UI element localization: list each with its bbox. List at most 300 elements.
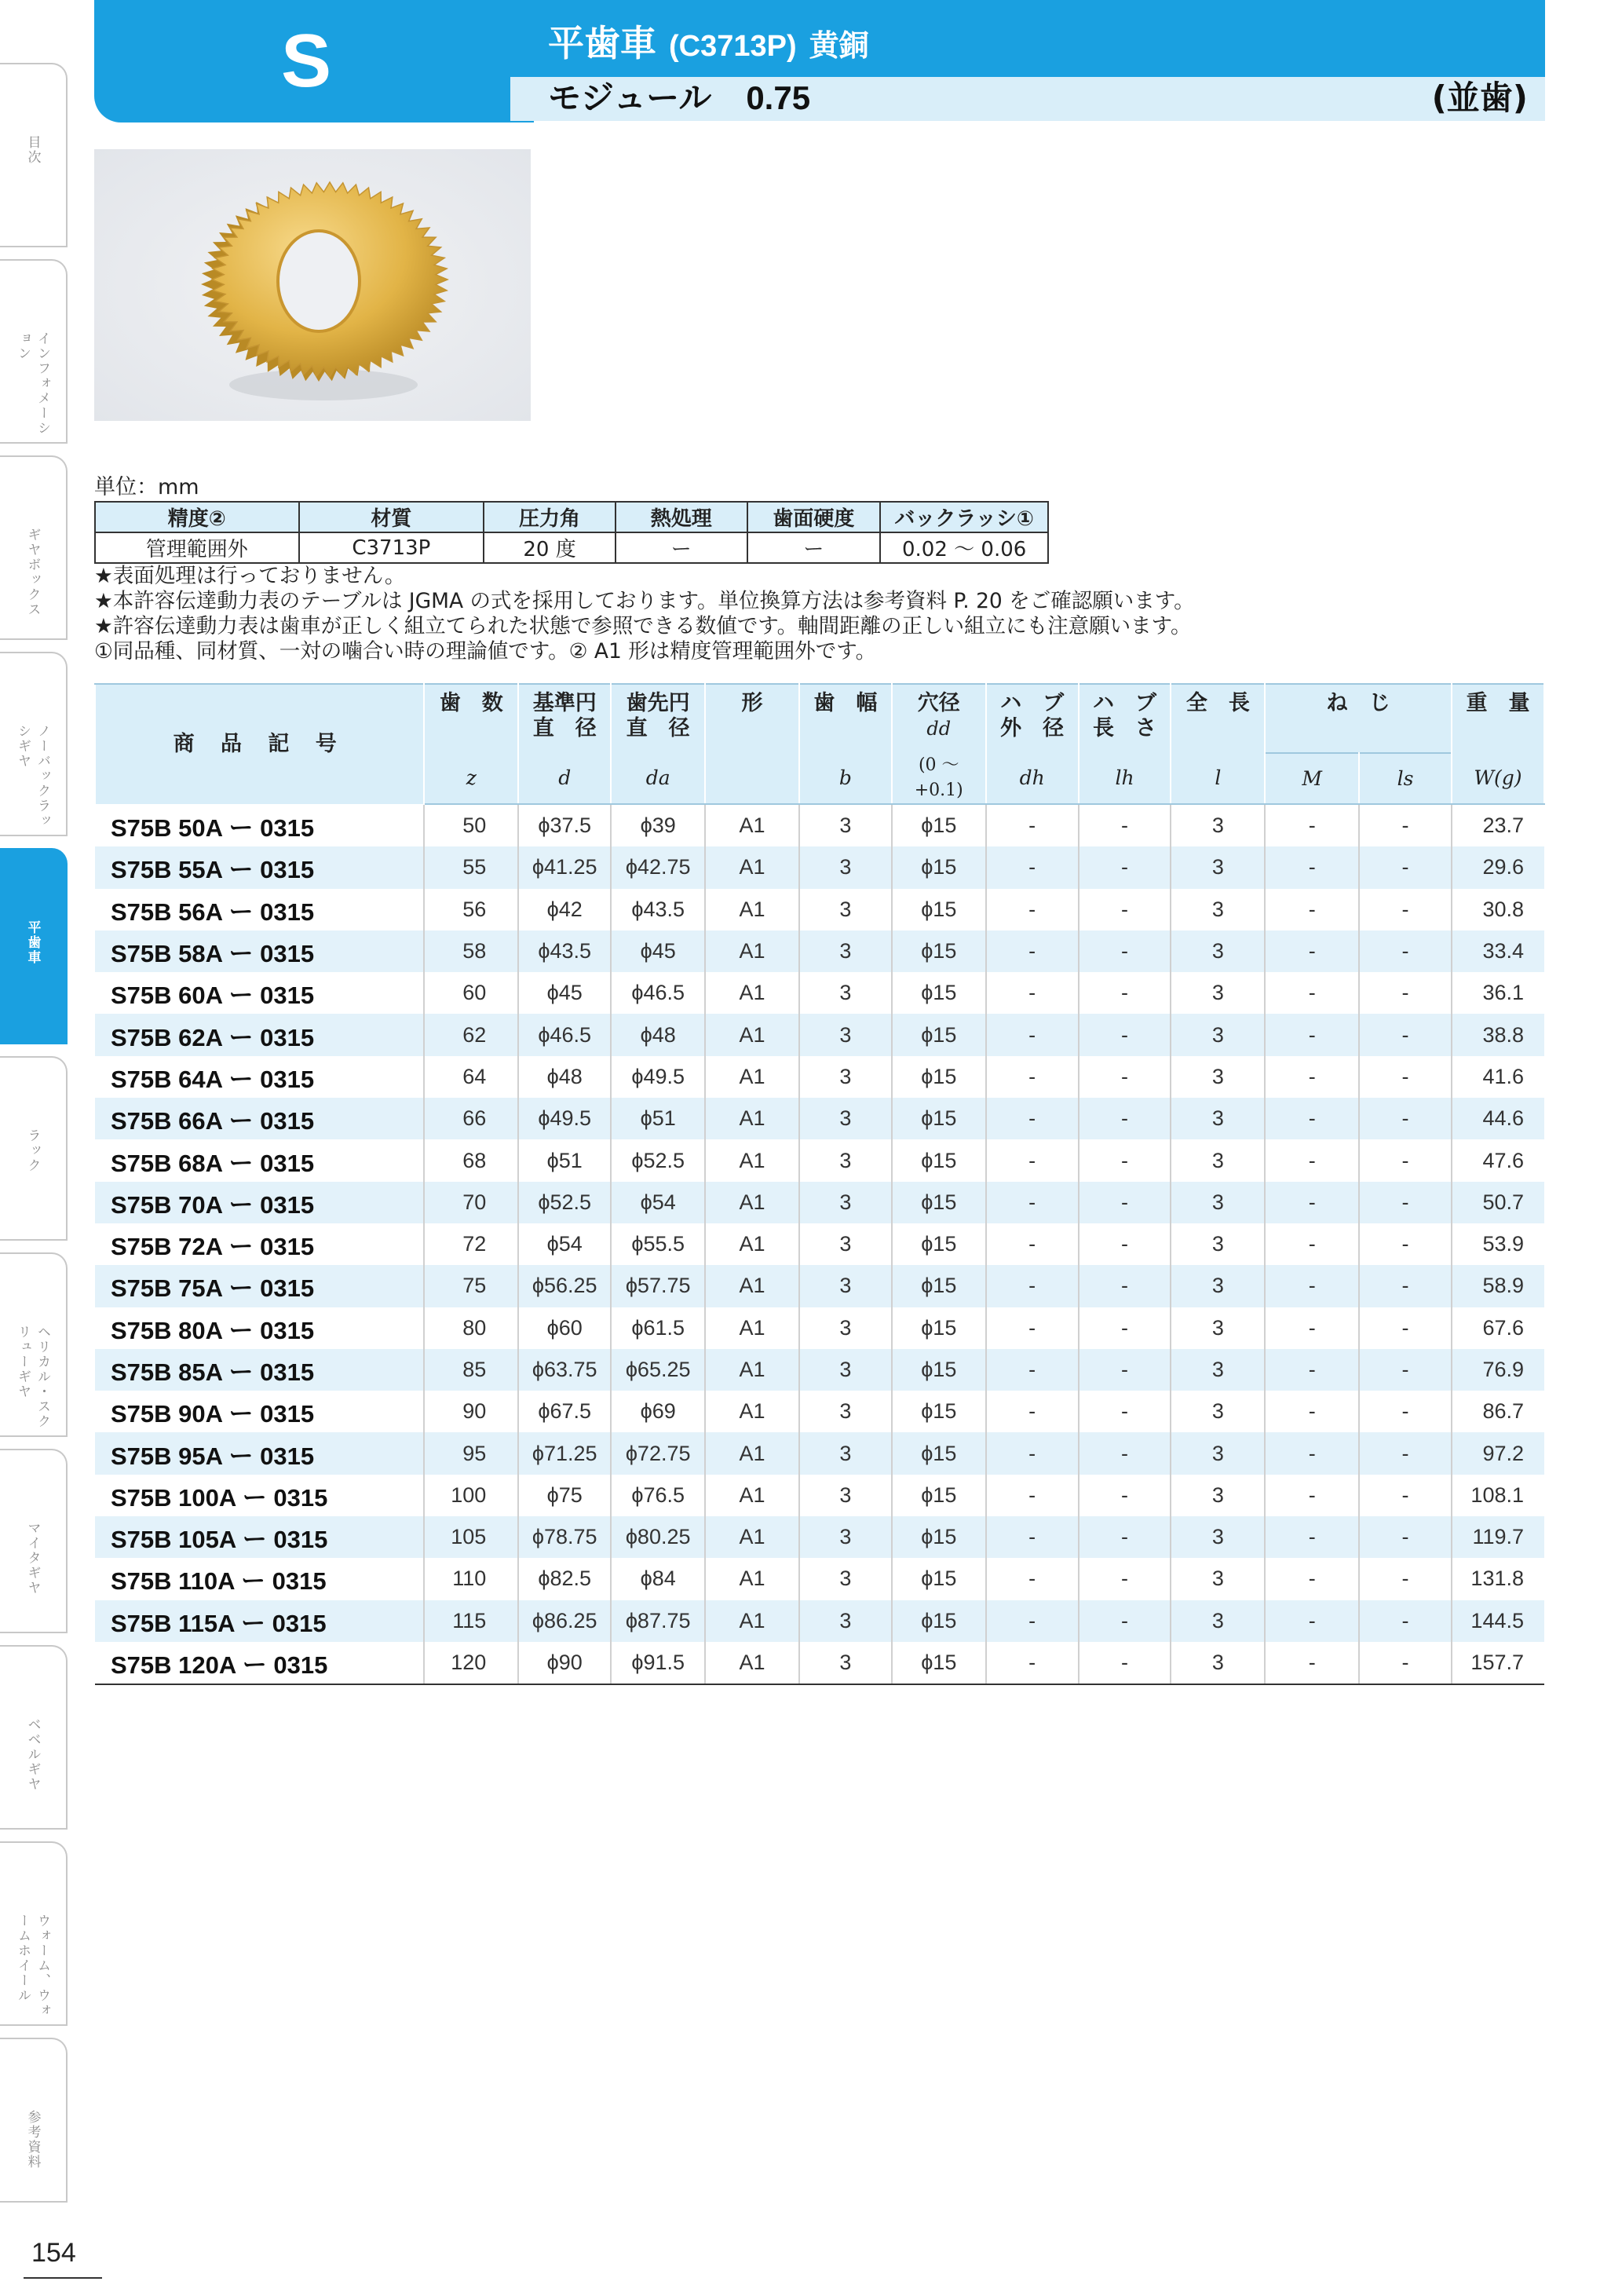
cell-tip-diameter: ϕ61.5: [611, 1307, 705, 1349]
cell-pitch-diameter: ϕ56.25: [518, 1265, 611, 1307]
cell-product-code: S75B 110A ー 0315: [111, 1567, 327, 1596]
cell-bore: ϕ15: [892, 1600, 986, 1642]
header-teeth: 歯 数: [424, 684, 518, 753]
table-row: [95, 846, 1544, 888]
cell-total-length: 3: [1171, 1432, 1265, 1474]
cell-bore: ϕ15: [892, 1182, 986, 1223]
cell-hub-length: -: [1079, 1432, 1171, 1474]
page-number-rule: [24, 2277, 102, 2279]
cell-screw-m: -: [1265, 972, 1359, 1014]
cell-screw-ls: -: [1359, 1642, 1452, 1684]
cell-screw-m: -: [1265, 930, 1359, 972]
nav-label: ラック: [24, 1128, 41, 1173]
nav-item-toc[interactable]: [0, 63, 68, 247]
cell-total-length: 3: [1171, 804, 1265, 846]
page-title: [548, 22, 869, 64]
table-row: [95, 1349, 1544, 1391]
cell-screw-ls: -: [1359, 804, 1452, 846]
cell-pitch-diameter: ϕ75: [518, 1475, 611, 1516]
page-number: 154: [31, 2238, 76, 2268]
cell-product-code: S75B 85A ー 0315: [95, 1349, 424, 1391]
cell-total-length: 3: [1171, 1265, 1265, 1307]
cell-form: A1: [705, 1432, 799, 1474]
header-product-code: 商 品 記 号: [95, 684, 424, 804]
nav-item-helical[interactable]: [0, 1252, 68, 1437]
cell-pitch-diameter: ϕ51: [518, 1139, 611, 1181]
cell-screw-m: -: [1265, 1098, 1359, 1139]
nav-item-gearbox[interactable]: [0, 455, 68, 640]
cell-bore: ϕ15: [892, 1223, 986, 1265]
nav-item-worm[interactable]: [0, 1841, 68, 2026]
cell-pitch-diameter: ϕ86.25: [518, 1600, 611, 1642]
cell-weight: 119.7: [1452, 1516, 1544, 1558]
nav-item-information[interactable]: [0, 259, 68, 444]
cell-hub-od: -: [986, 1139, 1079, 1181]
nav-item-reference[interactable]: [0, 2038, 68, 2203]
cell-bore: ϕ15: [892, 930, 986, 972]
table-row: [95, 889, 1544, 930]
cell-screw-m: -: [1265, 846, 1359, 888]
header-hub-od-2: 外 径: [1000, 716, 1065, 740]
cell-weight: 67.6: [1452, 1307, 1544, 1349]
cell-screw-m: -: [1265, 1391, 1359, 1432]
cell-form: A1: [705, 1391, 799, 1432]
cell-hub-od: -: [986, 1475, 1079, 1516]
cell-screw-ls: -: [1359, 1182, 1452, 1223]
title-main: 平歯車: [548, 22, 656, 64]
cell-total-length: 3: [1171, 1475, 1265, 1516]
cell-face-width: 3: [799, 1475, 892, 1516]
cell-face-width: 3: [799, 804, 892, 846]
cell-form: A1: [705, 930, 799, 972]
cell-pitch-diameter: ϕ54: [518, 1223, 611, 1265]
cell-bore: ϕ15: [892, 889, 986, 930]
cell-pitch-diameter: ϕ42: [518, 889, 611, 930]
cell-weight: 131.8: [1452, 1558, 1544, 1600]
cell-screw-ls: -: [1359, 1139, 1452, 1181]
spec-table: [94, 501, 1049, 564]
product-table: [94, 683, 1545, 1685]
cell-screw-ls: -: [1359, 1098, 1452, 1139]
unit-label: 単位：mm: [94, 475, 199, 499]
table-row: [95, 1139, 1544, 1181]
cell-screw-ls: -: [1359, 1265, 1452, 1307]
cell-screw-m: -: [1265, 889, 1359, 930]
nav-label: ヘリカル・スクリューギヤ: [15, 1325, 50, 1429]
nav-label: ギヤボックス: [24, 528, 41, 617]
table-row: [95, 1558, 1544, 1600]
cell-hub-od: -: [986, 972, 1079, 1014]
header-screw-ls: ls: [1359, 753, 1452, 804]
header-weight: 重 量: [1452, 684, 1544, 753]
cell-tip-diameter: ϕ72.75: [611, 1432, 705, 1474]
cell-product-code: S75B 68A ー 0315: [111, 1149, 315, 1177]
cell-form: A1: [705, 1516, 799, 1558]
cell-pitch-diameter: ϕ48: [518, 1056, 611, 1098]
cell-weight: 76.9: [1452, 1349, 1544, 1391]
cell-bore: ϕ15: [892, 804, 986, 846]
cell-face-width: 3: [799, 1265, 892, 1307]
cell-total-length: 3: [1171, 1349, 1265, 1391]
cell-tip-diameter: ϕ91.5: [611, 1642, 705, 1684]
cell-bore: ϕ15: [892, 1349, 986, 1391]
cell-total-length: 3: [1171, 1558, 1265, 1600]
cell-weight: 50.7: [1452, 1182, 1544, 1223]
cell-weight: 41.6: [1452, 1056, 1544, 1098]
cell-bore: ϕ15: [892, 1642, 986, 1684]
cell-total-length: 3: [1171, 889, 1265, 930]
cell-tip-diameter: ϕ69: [611, 1391, 705, 1432]
cell-hub-od: -: [986, 1558, 1079, 1600]
note-line: ★許容伝達動力表は歯車が正しく組立てられた状態で参照できる数値です。軸間距離の正しい組立にも注意願います。: [94, 614, 1192, 638]
cell-screw-m: -: [1265, 804, 1359, 846]
cell-pitch-diameter: ϕ43.5: [518, 930, 611, 972]
cell-face-width: 3: [799, 1223, 892, 1265]
cell-face-width: 3: [799, 1014, 892, 1055]
cell-hub-length: -: [1079, 1558, 1171, 1600]
cell-hub-length: -: [1079, 846, 1171, 888]
cell-screw-ls: -: [1359, 972, 1452, 1014]
cell-product-code: S75B 115A ー 0315: [95, 1600, 424, 1642]
cell-hub-length: -: [1079, 1307, 1171, 1349]
cell-form: A1: [705, 1642, 799, 1684]
cell-pitch-diameter: ϕ45: [518, 972, 611, 1014]
cell-hub-length: -: [1079, 804, 1171, 846]
table-row: [95, 1265, 1544, 1307]
cell-teeth: 80: [424, 1307, 518, 1349]
cell-screw-ls: -: [1359, 1307, 1452, 1349]
cell-total-length: 3: [1171, 1223, 1265, 1265]
header-pitch-1: 基準円: [532, 691, 597, 715]
spec-header-backlash: バックラッシ①: [880, 502, 1048, 532]
cell-form: A1: [705, 1098, 799, 1139]
cell-teeth: 110: [424, 1558, 518, 1600]
cell-form: A1: [705, 1014, 799, 1055]
header-bore-1: 穴径: [917, 691, 960, 715]
cell-hub-od: -: [986, 846, 1079, 888]
header-tip-diameter: [611, 684, 705, 753]
cell-product-code: S75B 100A ー 0315: [111, 1483, 328, 1512]
cell-screw-m: -: [1265, 1265, 1359, 1307]
cell-face-width: 3: [799, 1642, 892, 1684]
cell-face-width: 3: [799, 1056, 892, 1098]
cell-hub-od: -: [986, 1307, 1079, 1349]
cell-screw-m: -: [1265, 1349, 1359, 1391]
cell-hub-length: -: [1079, 972, 1171, 1014]
cell-hub-length: -: [1079, 1349, 1171, 1391]
cell-hub-od: -: [986, 1098, 1079, 1139]
header-weight-sym: W(g): [1452, 753, 1544, 804]
spec-value-material: C3713P: [299, 532, 484, 563]
notes: [94, 564, 1195, 664]
note-line: ★本許容伝達動力表のテーブルは JGMA の式を採用しております。単位換算方法は参考資料 P. 20 をご確認願います。: [94, 589, 1195, 613]
nav-item-rack[interactable]: [0, 1056, 68, 1241]
cell-pitch-diameter: ϕ63.75: [518, 1349, 611, 1391]
cell-hub-length: -: [1079, 1391, 1171, 1432]
header-teeth-sym: z: [424, 753, 518, 804]
cell-weight: 108.1: [1452, 1475, 1544, 1516]
cell-product-code: S75B 72A ー 0315: [111, 1233, 315, 1261]
table-row: [95, 972, 1544, 1014]
cell-hub-length: -: [1079, 1139, 1171, 1181]
cell-total-length: 3: [1171, 1139, 1265, 1181]
cell-hub-length: -: [1079, 889, 1171, 930]
cell-tip-diameter: ϕ45: [611, 930, 705, 972]
cell-hub-od: -: [986, 1223, 1079, 1265]
header-hub-len-1: ハ ブ: [1093, 691, 1157, 715]
cell-teeth: 90: [424, 1391, 518, 1432]
cell-face-width: 3: [799, 1307, 892, 1349]
cell-weight: 58.9: [1452, 1265, 1544, 1307]
cell-face-width: 3: [799, 846, 892, 888]
table-row: [95, 1182, 1544, 1223]
note-line: ①同品種、同材質、一対の噛合い時の理論値です。② A1 形は精度管理範囲外です。: [94, 639, 877, 664]
nav-item-spur-gear[interactable]: [0, 848, 68, 1044]
cell-hub-od: -: [986, 804, 1079, 846]
cell-weight: 30.8: [1452, 889, 1544, 930]
gear-icon: [94, 149, 531, 421]
cell-teeth: 62: [424, 1014, 518, 1055]
spec-value-accuracy: 管理範囲外: [95, 532, 299, 563]
table-row: [95, 1223, 1544, 1265]
cell-pitch-diameter: ϕ37.5: [518, 804, 611, 846]
header-form-sym: [705, 753, 799, 804]
cell-product-code: S75B 56A ー 0315: [111, 898, 315, 926]
cell-screw-ls: -: [1359, 1056, 1452, 1098]
header-form: 形: [705, 684, 799, 753]
cell-face-width: 3: [799, 1098, 892, 1139]
cell-form: A1: [705, 1265, 799, 1307]
cell-tip-diameter: ϕ65.25: [611, 1349, 705, 1391]
cell-form: A1: [705, 1223, 799, 1265]
cell-screw-m: -: [1265, 1223, 1359, 1265]
spec-header-material: 材質: [299, 502, 484, 532]
table-row: [95, 804, 1544, 846]
cell-screw-m: -: [1265, 1307, 1359, 1349]
cell-form: A1: [705, 1307, 799, 1349]
cell-hub-od: -: [986, 1265, 1079, 1307]
cell-hub-length: -: [1079, 930, 1171, 972]
cell-face-width: 3: [799, 1139, 892, 1181]
cell-hub-od: -: [986, 1600, 1079, 1642]
header-face-width: 歯 幅: [799, 684, 892, 753]
series-letter: S: [280, 19, 332, 103]
cell-hub-length: -: [1079, 1014, 1171, 1055]
cell-screw-m: -: [1265, 1558, 1359, 1600]
nav-label: ベベルギヤ: [24, 1717, 41, 1792]
cell-screw-ls: -: [1359, 1349, 1452, 1391]
cell-hub-length: -: [1079, 1475, 1171, 1516]
module-label: モジュール: [548, 79, 712, 117]
side-navigation: [0, 63, 71, 2170]
cell-weight: 38.8: [1452, 1014, 1544, 1055]
cell-tip-diameter: ϕ80.25: [611, 1516, 705, 1558]
module-value: 0.75: [746, 79, 811, 116]
cell-teeth: 72: [424, 1223, 518, 1265]
table-row: [95, 1307, 1544, 1349]
spec-value-heat-treatment: ー: [616, 532, 747, 563]
cell-teeth: 95: [424, 1432, 518, 1474]
spec-value-pressure-angle: 20 度: [484, 532, 616, 563]
cell-screw-ls: -: [1359, 1014, 1452, 1055]
cell-product-code: S75B 50A ー 0315: [111, 813, 315, 842]
cell-screw-m: -: [1265, 1432, 1359, 1474]
header-pitch-sym: d: [518, 753, 611, 804]
cell-bore: ϕ15: [892, 1056, 986, 1098]
header-tip-1: 歯先円: [626, 691, 690, 715]
cell-pitch-diameter: ϕ52.5: [518, 1182, 611, 1223]
cell-hub-od: -: [986, 1182, 1079, 1223]
module-line: [548, 79, 810, 118]
cell-screw-ls: -: [1359, 1558, 1452, 1600]
cell-teeth: 115: [424, 1600, 518, 1642]
cell-pitch-diameter: ϕ71.25: [518, 1432, 611, 1474]
cell-weight: 36.1: [1452, 972, 1544, 1014]
cell-hub-length: -: [1079, 1265, 1171, 1307]
cell-face-width: 3: [799, 972, 892, 1014]
cell-hub-od: -: [986, 889, 1079, 930]
cell-hub-length: -: [1079, 1223, 1171, 1265]
spec-header-heat-treatment: 熱処理: [616, 502, 747, 532]
cell-product-code: S75B 75A ー 0315: [95, 1265, 424, 1307]
cell-total-length: 3: [1171, 1642, 1265, 1684]
cell-screw-m: -: [1265, 1056, 1359, 1098]
nav-label: 平歯車: [24, 920, 41, 965]
cell-hub-od: -: [986, 1056, 1079, 1098]
table-row: [95, 1475, 1544, 1516]
cell-tip-diameter: ϕ51: [611, 1098, 705, 1139]
nav-item-bevel[interactable]: [0, 1645, 68, 1830]
nav-item-no-backlash[interactable]: [0, 652, 68, 836]
cell-bore: ϕ15: [892, 972, 986, 1014]
header-hub-od: [986, 684, 1079, 753]
cell-hub-od: -: [986, 1349, 1079, 1391]
cell-face-width: 3: [799, 930, 892, 972]
nav-item-miter[interactable]: [0, 1449, 68, 1633]
cell-hub-length: -: [1079, 1056, 1171, 1098]
cell-total-length: 3: [1171, 846, 1265, 888]
cell-bore: ϕ15: [892, 1516, 986, 1558]
cell-hub-length: -: [1079, 1516, 1171, 1558]
cell-pitch-diameter: ϕ49.5: [518, 1098, 611, 1139]
nav-label: ノーバックラッシギヤ: [15, 724, 50, 828]
cell-face-width: 3: [799, 1349, 892, 1391]
header-face-sym: b: [799, 753, 892, 804]
cell-pitch-diameter: ϕ82.5: [518, 1558, 611, 1600]
cell-weight: 97.2: [1452, 1432, 1544, 1474]
cell-pitch-diameter: ϕ78.75: [518, 1516, 611, 1558]
cell-pitch-diameter: ϕ60: [518, 1307, 611, 1349]
spec-header-pressure-angle: 圧力角: [484, 502, 616, 532]
cell-tip-diameter: ϕ54: [611, 1182, 705, 1223]
cell-screw-m: -: [1265, 1014, 1359, 1055]
cell-total-length: 3: [1171, 930, 1265, 972]
cell-screw-m: -: [1265, 1182, 1359, 1223]
table-row: [95, 1432, 1544, 1474]
cell-screw-ls: -: [1359, 1600, 1452, 1642]
cell-hub-length: -: [1079, 1642, 1171, 1684]
cell-screw-ls: -: [1359, 930, 1452, 972]
cell-form: A1: [705, 1600, 799, 1642]
cell-screw-m: -: [1265, 1600, 1359, 1642]
note-line: ★表面処理は行っておりません。: [94, 564, 406, 588]
cell-hub-length: -: [1079, 1098, 1171, 1139]
cell-screw-ls: -: [1359, 1516, 1452, 1558]
header-tip-2: 直 径: [626, 716, 690, 740]
header-bore-tol: (0 ～ +0.1): [892, 753, 986, 804]
nav-label: ウォーム、ウォームホイール: [15, 1914, 50, 2018]
cell-weight: 53.9: [1452, 1223, 1544, 1265]
table-row: [95, 1098, 1544, 1139]
cell-screw-ls: -: [1359, 846, 1452, 888]
header-screw-m: M: [1265, 753, 1359, 804]
cell-pitch-diameter: ϕ90: [518, 1642, 611, 1684]
header-tip-sym: da: [611, 753, 705, 804]
cell-total-length: 3: [1171, 1182, 1265, 1223]
cell-product-code: S75B 120A ー 0315: [95, 1642, 424, 1684]
cell-hub-od: -: [986, 1432, 1079, 1474]
cell-total-length: 3: [1171, 1098, 1265, 1139]
cell-weight: 144.5: [1452, 1600, 1544, 1642]
spec-header-accuracy: 精度②: [95, 502, 299, 532]
cell-screw-m: -: [1265, 1139, 1359, 1181]
cell-total-length: 3: [1171, 1014, 1265, 1055]
cell-total-length: 3: [1171, 1391, 1265, 1432]
cell-bore: ϕ15: [892, 1391, 986, 1432]
cell-screw-ls: -: [1359, 1391, 1452, 1432]
cell-teeth: 105: [424, 1516, 518, 1558]
cell-screw-ls: -: [1359, 1223, 1452, 1265]
cell-tip-diameter: ϕ43.5: [611, 889, 705, 930]
product-photo: [94, 149, 531, 421]
cell-pitch-diameter: ϕ67.5: [518, 1391, 611, 1432]
cell-form: A1: [705, 846, 799, 888]
cell-product-code: S75B 95A ー 0315: [95, 1432, 424, 1474]
cell-teeth: 85: [424, 1349, 518, 1391]
cell-face-width: 3: [799, 1432, 892, 1474]
cell-total-length: 3: [1171, 972, 1265, 1014]
spec-header-hardness: 歯面硬度: [747, 502, 881, 532]
cell-face-width: 3: [799, 889, 892, 930]
table-row: [95, 930, 1544, 972]
header-total-length: 全 長: [1171, 684, 1265, 753]
spec-value-hardness: ー: [747, 532, 881, 563]
header-bore: [892, 684, 986, 753]
cell-weight: 33.4: [1452, 930, 1544, 972]
cell-bore: ϕ15: [892, 1558, 986, 1600]
cell-pitch-diameter: ϕ46.5: [518, 1014, 611, 1055]
header-bore-sym: dd: [926, 718, 952, 740]
cell-form: A1: [705, 1182, 799, 1223]
cell-form: A1: [705, 1139, 799, 1181]
cell-product-code: S75B 58A ー 0315: [95, 930, 424, 972]
title-model: (C3713P): [669, 30, 797, 63]
cell-bore: ϕ15: [892, 1014, 986, 1055]
cell-product-code: S75B 105A ー 0315: [95, 1516, 424, 1558]
header-hub-od-sym: dh: [986, 753, 1079, 804]
nav-label: 参考資料: [24, 2110, 41, 2170]
cell-form: A1: [705, 804, 799, 846]
header-hub-od-1: ハ ブ: [1000, 691, 1065, 715]
header-hub-len-sym: lh: [1079, 753, 1171, 804]
cell-form: A1: [705, 1558, 799, 1600]
cell-screw-ls: -: [1359, 1432, 1452, 1474]
cell-teeth: 66: [424, 1098, 518, 1139]
cell-form: A1: [705, 1056, 799, 1098]
cell-weight: 29.6: [1452, 846, 1544, 888]
cell-hub-od: -: [986, 930, 1079, 972]
cell-form: A1: [705, 1349, 799, 1391]
